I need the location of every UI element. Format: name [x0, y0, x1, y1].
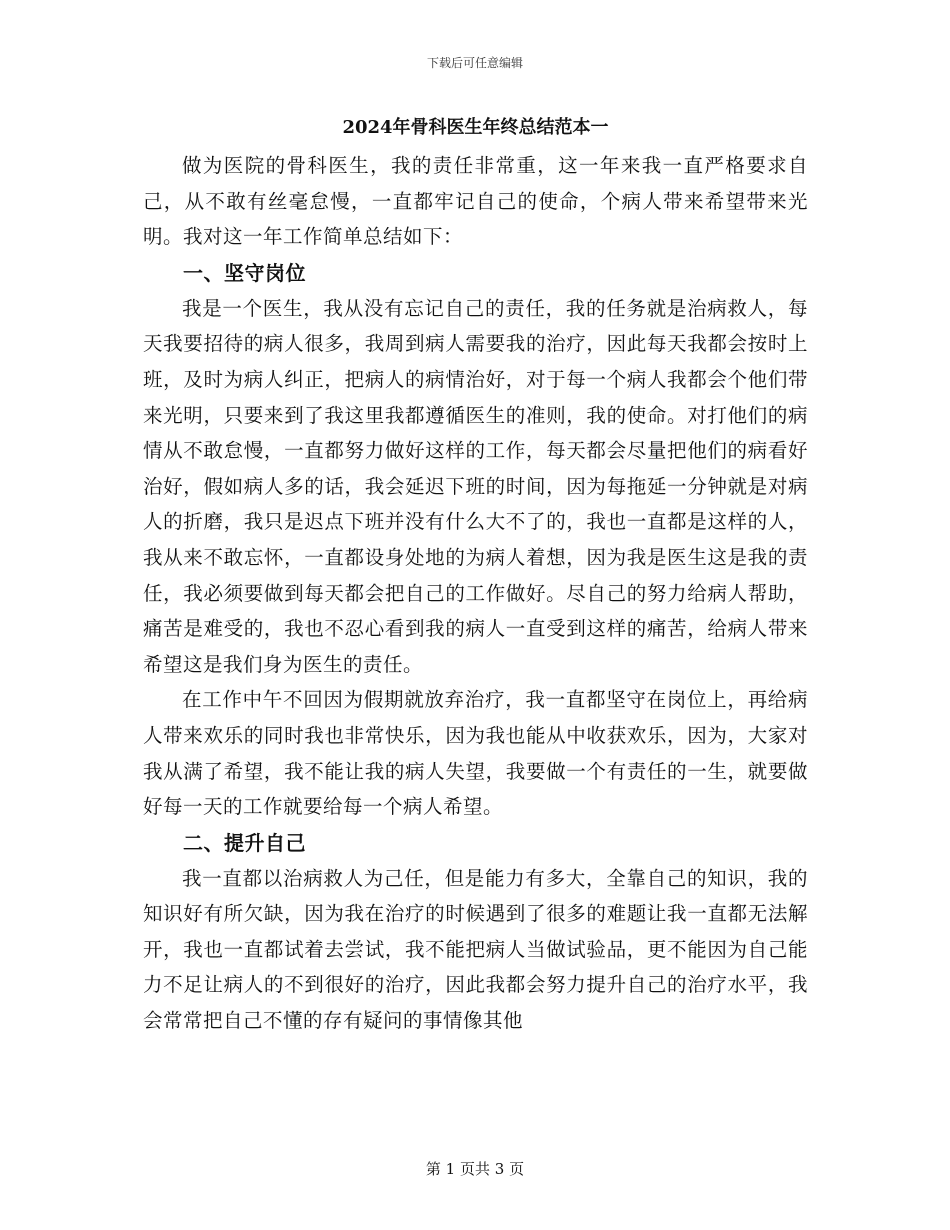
document-body	[143, 114, 808, 1039]
section-heading-2: 二、提升自己	[183, 830, 306, 855]
page-number: 第 1 页共 3 页	[425, 1160, 525, 1178]
intro-paragraph: 做为医院的骨科医生，我的责任非常重，这一年来我一直严格要求自己，从不敢有丝毫怠慢，一直都牢记自己的使命，个病人带来希望带来光明。我对这一年工作简单总结如下：	[143, 154, 808, 249]
section-heading-1: 一、坚守岗位	[183, 260, 306, 285]
section1-paragraph-2: 在工作中午不回因为假期就放弃治疗，我一直都坚守在岗位上，再给病人带来欢乐的同时我也非常快乐，因为我也能从中收获欢乐，因为，大家对我从满了希望，我不能让我的病人失望，我要做一个有责任的一生，就要做好每一天的工作就要给每一个病人希望。	[143, 688, 808, 819]
section2-paragraph-1: 我一直都以治病救人为己任，但是能力有多大，全靠自己的知识，我的知识好有所欠缺，因为我在治疗的时候遇到了很多的难题让我一直都无法解开，我也一直都试着去尝试，我不能把病人当做试验品，更不能因为自己能力不足让病人的不到很好的治疗，因此我都会努力提升自己的治疗水平，我会常常把自己不懂的存有疑问的事情像其他	[143, 866, 808, 1033]
header-note: 下载后可任意编辑	[426, 56, 523, 70]
section1-paragraph-1: 我是一个医生，我从没有忘记自己的责任，我的任务就是治病救人，每天我要招待的病人很多，我周到病人需要我的治疗，因此每天我都会按时上班，及时为病人纠正，把病人的病情治好，对于每一个病人我都会个他们带来光明，只要来到了我这里我都遵循医生的准则，我的使命。对打他们的病情从不敢怠慢，一直都努力做好这样的工作，每天都会尽量把他们的病看好治好，假如病人多的话，我会延迟下班的时间，因为每拖延一分钟就是对病人的折磨，我只是迟点下班并没有什么大不了的，我也一直都是这样的人，我从来不敢忘怀，一直都设身处地的为病人着想，因为我是医生这是我的责任，我必须要做到每天都会把自己的工作做好。尽自己的努力给病人帮助，痛苦是难受的，我也不忍心看到我的病人一直受到这样的痛苦，给病人带来希望这是我们身为医生的责任。	[143, 296, 808, 676]
document-title: 2024年骨科医生年终总结范本一	[342, 117, 609, 138]
